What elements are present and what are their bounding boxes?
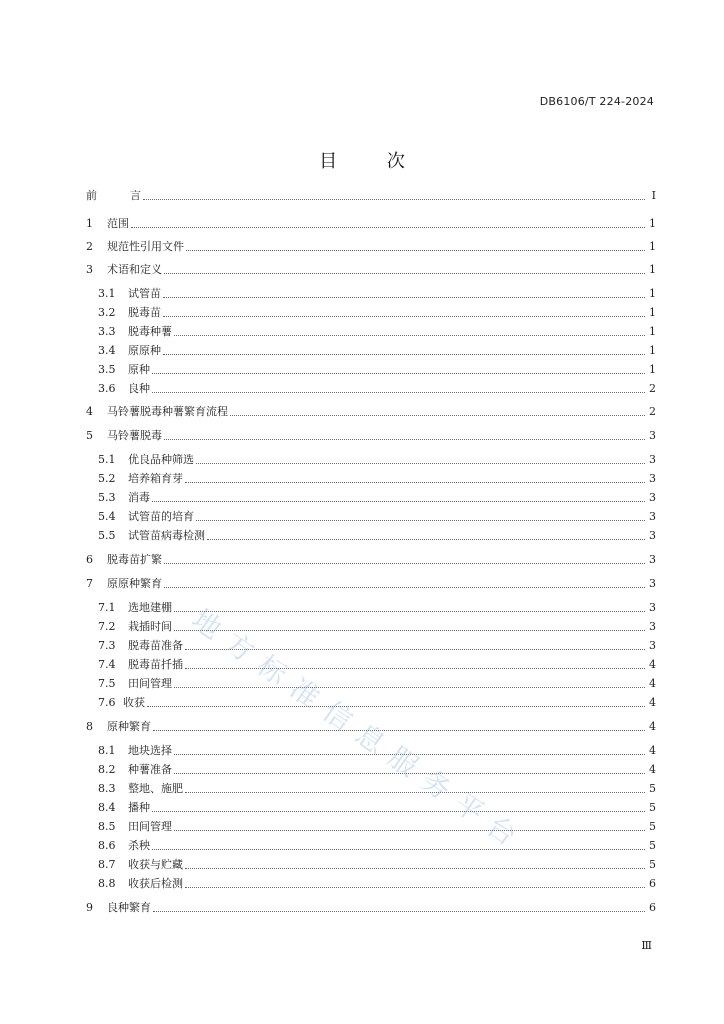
toc-entry-page: 1	[649, 325, 656, 338]
toc-entry[interactable]	[98, 303, 656, 322]
toc-entry-page: 4	[649, 720, 656, 733]
toc-leader-dots	[174, 630, 645, 631]
toc-entry-title: 培养箱育芽	[128, 472, 183, 485]
toc-entry-number: 3.5	[98, 363, 116, 376]
toc-entry[interactable]	[86, 402, 656, 421]
toc-entry-page: 3	[649, 472, 656, 485]
toc-entry-page: 3	[649, 620, 656, 633]
toc-leader-dots	[174, 754, 645, 755]
toc-entry-title: 收获	[123, 696, 145, 709]
toc-entry-title: 田间管理	[128, 677, 172, 690]
toc-leader-dots	[174, 335, 645, 336]
toc-entry[interactable]	[98, 322, 656, 341]
toc-entry[interactable]	[98, 836, 656, 855]
toc-entry-title: 播种	[128, 801, 150, 814]
toc-entry-title: 原种繁育	[107, 720, 151, 733]
toc-entry-number: 前	[86, 189, 97, 202]
toc-entry-page: 5	[649, 782, 656, 795]
toc-entry-title: 马铃薯脱毒	[107, 429, 162, 442]
toc-entry-page: 2	[649, 405, 656, 418]
toc-entry[interactable]	[86, 186, 656, 205]
toc-entry-number: 8.3	[98, 782, 116, 795]
watermark: 地方标准信息服务平台	[185, 602, 533, 860]
toc-entry-title: 杀秧	[128, 839, 150, 852]
toc-entry[interactable]	[98, 779, 656, 798]
toc-leader-dots	[163, 354, 645, 355]
toc-entry-title: 整地、施肥	[128, 782, 183, 795]
toc-entry[interactable]	[98, 798, 656, 817]
toc-entry-number: 6	[86, 553, 93, 566]
toc-entry-title: 消毒	[128, 491, 150, 504]
toc-entry[interactable]	[98, 284, 656, 303]
toc-leader-dots	[185, 868, 645, 869]
toc-entry-title: 马铃薯脱毒种薯繁育流程	[107, 405, 228, 418]
toc-entry[interactable]	[98, 379, 656, 398]
toc-entry-page: 1	[649, 287, 656, 300]
toc-entry-page: 3	[649, 601, 656, 614]
toc-entry[interactable]	[98, 526, 656, 545]
toc-entry-page: 3	[649, 639, 656, 652]
toc-entry-title: 原原种	[128, 344, 161, 357]
toc-entry-number: 8.1	[98, 744, 116, 757]
toc-leader-dots	[164, 587, 645, 588]
toc-entry-number: 5.4	[98, 510, 116, 523]
toc-entry-number: 1	[86, 217, 93, 230]
toc-entry-title: 收获后检测	[128, 877, 183, 890]
toc-leader-dots	[207, 539, 645, 540]
toc-entry[interactable]	[86, 574, 656, 593]
toc-entry-number: 7.1	[98, 601, 116, 614]
toc-entry[interactable]	[98, 598, 656, 617]
toc-entry-title: 言	[130, 189, 141, 202]
toc-entry-page: 4	[649, 763, 656, 776]
toc-entry[interactable]	[86, 214, 656, 233]
toc-entry-page: 5	[649, 839, 656, 852]
toc-entry[interactable]	[86, 426, 656, 445]
toc-entry-page: 6	[649, 877, 656, 890]
toc-entry-title: 范围	[107, 217, 129, 230]
toc-entry[interactable]	[98, 874, 656, 893]
toc-entry-page: 3	[649, 453, 656, 466]
toc-leader-dots	[163, 316, 645, 317]
toc-entry-title: 优良品种筛选	[128, 453, 194, 466]
toc-entry[interactable]	[98, 655, 656, 674]
toc-entry-title: 种薯准备	[128, 763, 172, 776]
toc-leader-dots	[174, 830, 645, 831]
toc-entry-title: 原种	[128, 363, 150, 376]
toc-entry[interactable]	[98, 507, 656, 526]
toc-leader-dots	[164, 439, 645, 440]
toc-entry-title: 脱毒苗扦插	[128, 658, 183, 671]
toc-entry-page: 3	[649, 429, 656, 442]
toc-entry[interactable]	[98, 617, 656, 636]
toc-entry-page: 2	[649, 382, 656, 395]
toc-entry-page: 1	[649, 217, 656, 230]
toc-entry-number: 8.4	[98, 801, 116, 814]
toc-entry[interactable]	[86, 237, 656, 256]
toc-leader-dots	[152, 392, 645, 393]
toc-entry-number: 3.1	[98, 287, 116, 300]
toc-entry[interactable]	[98, 360, 656, 379]
toc-title: 目 次	[319, 151, 427, 172]
toc-entry-title: 地块选择	[128, 744, 172, 757]
toc-entry-number: 2	[86, 240, 93, 253]
toc-entry-number: 5.1	[98, 453, 116, 466]
toc-leader-dots	[152, 501, 645, 502]
toc-leader-dots	[185, 649, 645, 650]
toc-entry[interactable]	[98, 674, 656, 693]
toc-entry-number: 7.6	[98, 696, 116, 709]
toc-entry[interactable]	[86, 898, 656, 917]
toc-leader-dots	[164, 273, 645, 274]
toc-entry-page: 1	[649, 240, 656, 253]
toc-entry-number: 9	[86, 901, 93, 914]
toc-entry-title: 良种	[128, 382, 150, 395]
toc-entry-number: 4	[86, 405, 93, 418]
standard-code: DB6106/T 224-2024	[539, 95, 654, 108]
toc-entry-number: 3.6	[98, 382, 116, 395]
toc-leader-dots	[164, 563, 645, 564]
toc-entry-page: 6	[649, 901, 656, 914]
toc-entry[interactable]	[98, 760, 656, 779]
toc-entry-number: 5.3	[98, 491, 116, 504]
toc-entry-number: 7	[86, 577, 93, 590]
toc-entry-number: 8.5	[98, 820, 116, 833]
toc-entry-page: 1	[649, 263, 656, 276]
toc-entry-number: 8	[86, 720, 93, 733]
toc-entry-page: 4	[649, 658, 656, 671]
toc-leader-dots	[147, 706, 645, 707]
page-number: Ⅲ	[641, 939, 652, 952]
toc-leader-dots	[185, 887, 645, 888]
toc-entry-page: 5	[649, 858, 656, 871]
toc-entry-page: 5	[649, 820, 656, 833]
toc-entry[interactable]	[98, 817, 656, 836]
toc-entry-page: 4	[649, 696, 656, 709]
toc-leader-dots	[196, 520, 645, 521]
toc-entry-title: 试管苗的培育	[128, 510, 194, 523]
toc-entry-title: 试管苗	[128, 287, 161, 300]
toc-leader-dots	[196, 463, 645, 464]
toc-entry-title: 脱毒苗准备	[128, 639, 183, 652]
toc-entry-title: 良种繁育	[107, 901, 151, 914]
toc-entry-number: 8.6	[98, 839, 116, 852]
toc-entry-number: 7.5	[98, 677, 116, 690]
toc-entry-title: 收获与贮藏	[128, 858, 183, 871]
toc-leader-dots	[185, 668, 645, 669]
toc-entry-title: 田间管理	[128, 820, 172, 833]
toc-entry-number: 8.8	[98, 877, 116, 890]
toc-entry-page: 3	[649, 491, 656, 504]
toc-leader-dots	[174, 611, 645, 612]
toc-entry-number: 7.3	[98, 639, 116, 652]
toc-entry[interactable]	[98, 636, 656, 655]
toc-entry-title: 原原种繁育	[107, 577, 162, 590]
toc-entry-page: 4	[649, 677, 656, 690]
toc-entry[interactable]	[98, 450, 656, 469]
toc-entry-title: 栽插时间	[128, 620, 172, 633]
toc-entry[interactable]	[98, 341, 656, 360]
toc-entry-number: 5.5	[98, 529, 116, 542]
toc-entry[interactable]	[98, 693, 656, 712]
toc-entry-title: 术语和定义	[107, 263, 162, 276]
toc-leader-dots	[153, 911, 645, 912]
toc-leader-dots	[131, 227, 645, 228]
toc-leader-dots	[152, 849, 645, 850]
toc-entry-page: 3	[649, 529, 656, 542]
toc-leader-dots	[153, 730, 645, 731]
toc-entry-page: 1	[649, 363, 656, 376]
toc-entry-number: 8.7	[98, 858, 116, 871]
toc-leader-dots	[143, 199, 645, 200]
toc-entry-number: 5	[86, 429, 93, 442]
toc-entry-page: Ⅰ	[651, 189, 656, 202]
toc-entry-page: 1	[649, 306, 656, 319]
toc-entry-title: 选地建棚	[128, 601, 172, 614]
toc-entry-number: 3.2	[98, 306, 116, 319]
toc-entry-number: 8.2	[98, 763, 116, 776]
toc-leader-dots	[230, 415, 645, 416]
toc-entry[interactable]	[86, 550, 656, 569]
toc-leader-dots	[174, 773, 645, 774]
toc-entry-page: 3	[649, 553, 656, 566]
toc-leader-dots	[185, 482, 645, 483]
toc-entry[interactable]	[98, 855, 656, 874]
toc-entry[interactable]	[86, 260, 656, 279]
toc-entry-page: 4	[649, 744, 656, 757]
toc-entry-number: 3	[86, 263, 93, 276]
toc-entry-title: 规范性引用文件	[107, 240, 184, 253]
toc-entry-number: 7.2	[98, 620, 116, 633]
toc-leader-dots	[174, 687, 645, 688]
toc-leader-dots	[163, 297, 645, 298]
toc-entry-page: 3	[649, 577, 656, 590]
toc-entry[interactable]	[98, 469, 656, 488]
toc-entry-title: 试管苗病毒检测	[128, 529, 205, 542]
toc-entry-title: 脱毒种薯	[128, 325, 172, 338]
toc-leader-dots	[152, 811, 645, 812]
toc-leader-dots	[186, 250, 645, 251]
toc-entry-page: 5	[649, 801, 656, 814]
toc-entry-title: 脱毒苗	[128, 306, 161, 319]
toc-entry[interactable]	[98, 741, 656, 760]
toc-leader-dots	[152, 373, 645, 374]
toc-entry-number: 3.4	[98, 344, 116, 357]
toc-entry-number: 3.3	[98, 325, 116, 338]
toc-entry-number: 7.4	[98, 658, 116, 671]
toc-entry[interactable]	[86, 717, 656, 736]
toc-entry-page: 3	[649, 510, 656, 523]
toc-entry[interactable]	[98, 488, 656, 507]
toc-leader-dots	[185, 792, 645, 793]
toc-entry-page: 1	[649, 344, 656, 357]
toc-entry-number: 5.2	[98, 472, 116, 485]
toc-entry-title: 脱毒苗扩繁	[107, 553, 162, 566]
